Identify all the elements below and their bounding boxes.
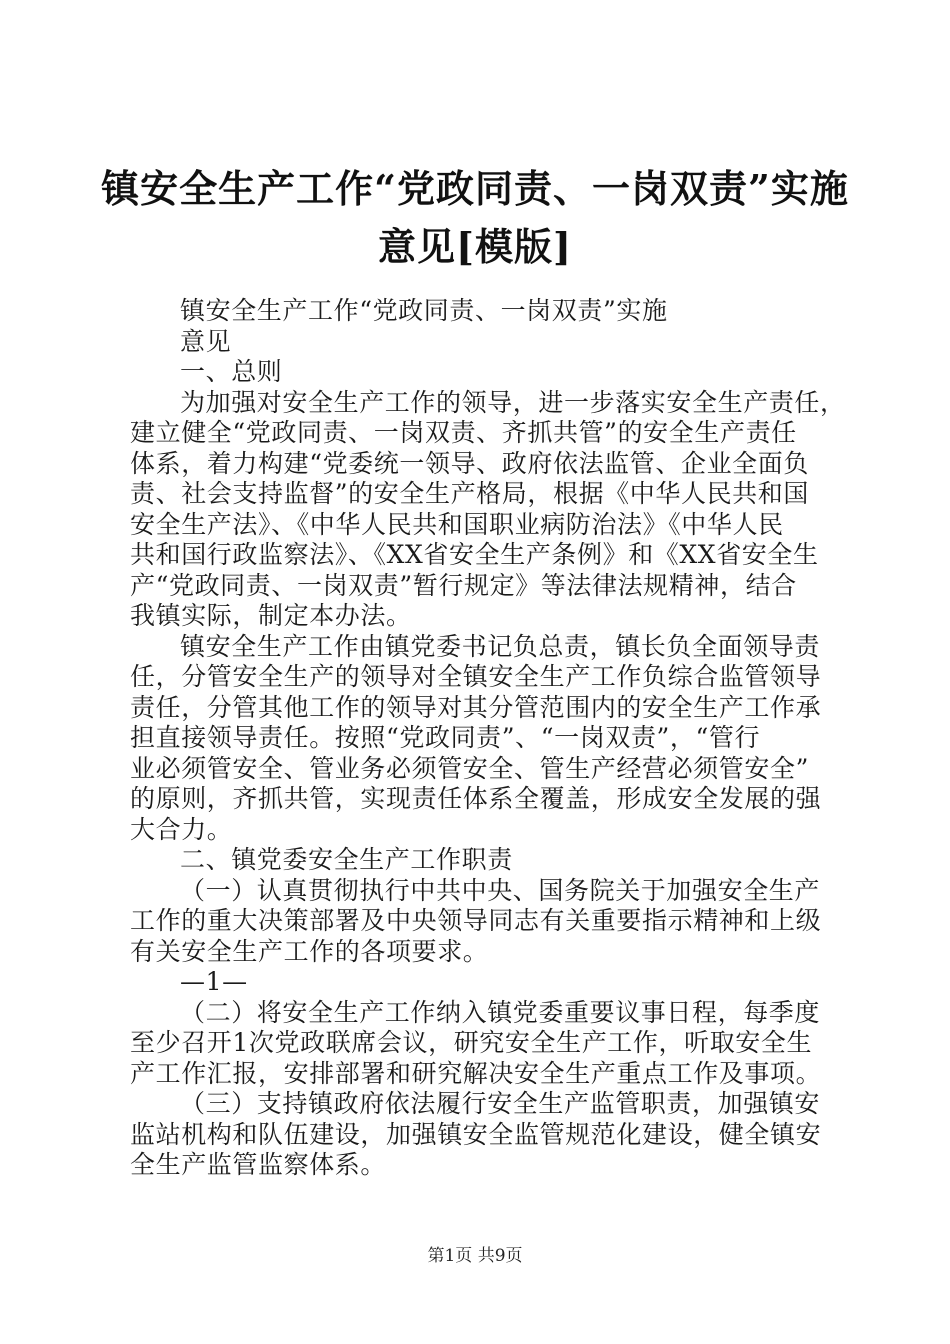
body-line: 至少召开1次党政联席会议，研究安全生产工作，听取安全生 [130, 1028, 813, 1057]
body-line: 我镇实际，制定本办法。 [130, 601, 412, 630]
body-line: 担直接领导责任。按照“党政同责”、“一岗双责”，“管行 [130, 723, 761, 752]
page-number-footer: 第1页 共9页 [427, 1246, 523, 1266]
body-line: 工作的重大决策部署及中央领导同志有关重要指示精神和上级 [130, 906, 822, 935]
body-line: 产“党政同责、一岗双责”暂行规定》等法律法规精神，结合 [130, 570, 797, 600]
body-line: 任，分管安全生产的领导对全镇安全生产工作负综合监管领导 [130, 662, 822, 691]
body-line: （三）支持镇政府依法履行安全生产监管职责，加强镇安 [180, 1089, 821, 1118]
body-line: 镇安全生产工作“党政同责、一岗双责”实施 [180, 296, 668, 325]
body-line: 责、社会支持监督”的安全生产格局，根据《中华人民共和国 [130, 479, 809, 508]
body-line: 的原则，齐抓共管，实现责任体系全覆盖，形成安全发展的强 [130, 784, 822, 813]
body-line: 大合力。 [130, 814, 233, 844]
body-line: 全生产监管监察体系。 [130, 1150, 387, 1179]
body-line: 业必须管安全、管业务必须管安全、管生产经营必须管安全” [130, 753, 809, 783]
document-body [130, 296, 846, 1181]
body-line: 一、总则 [180, 357, 283, 386]
body-line: （一）认真贯彻执行中共中央、国务院关于加强安全生产 [180, 875, 821, 905]
body-line: 建立健全“党政同责、一岗双责、齐抓共管”的安全生产责任 [130, 418, 797, 447]
body-line: —1— [180, 967, 248, 996]
body-line: 安全生产法》、《中华人民共和国职业病防治法》《中华人民 [130, 509, 784, 539]
body-line: 为加强对安全生产工作的领导，进一步落实安全生产责任， [180, 387, 846, 417]
body-line: （二）将安全生产工作纳入镇党委重要议事日程，每季度 [180, 997, 821, 1027]
body-line: 共和国行政监察法》、《XX省安全生产条例》和《XX省安全生 [130, 540, 819, 569]
document-title-line2: 意见[模版] [378, 224, 572, 269]
body-line: 产工作汇报，安排部署和研究解决安全生产重点工作及事项。 [130, 1058, 822, 1088]
body-line: 有关安全生产工作的各项要求。 [130, 936, 489, 966]
body-line: 体系，着力构建“党委统一领导、政府依法监管、企业全面负 [130, 448, 809, 478]
body-line: 镇安全生产工作由镇党委书记负总责，镇长负全面领导责 [180, 631, 821, 661]
body-line: 意见 [180, 326, 232, 356]
body-line: 二、镇党委安全生产工作职责 [180, 845, 513, 874]
body-line: 责任，分管其他工作的领导对其分管范围内的安全生产工作承 [130, 692, 822, 722]
body-line: 监站机构和队伍建设，加强镇安全监管规范化建设，健全镇安 [130, 1119, 822, 1149]
document-title-line1: 镇安全生产工作“党政同责、一岗双责”实施 [101, 166, 849, 211]
